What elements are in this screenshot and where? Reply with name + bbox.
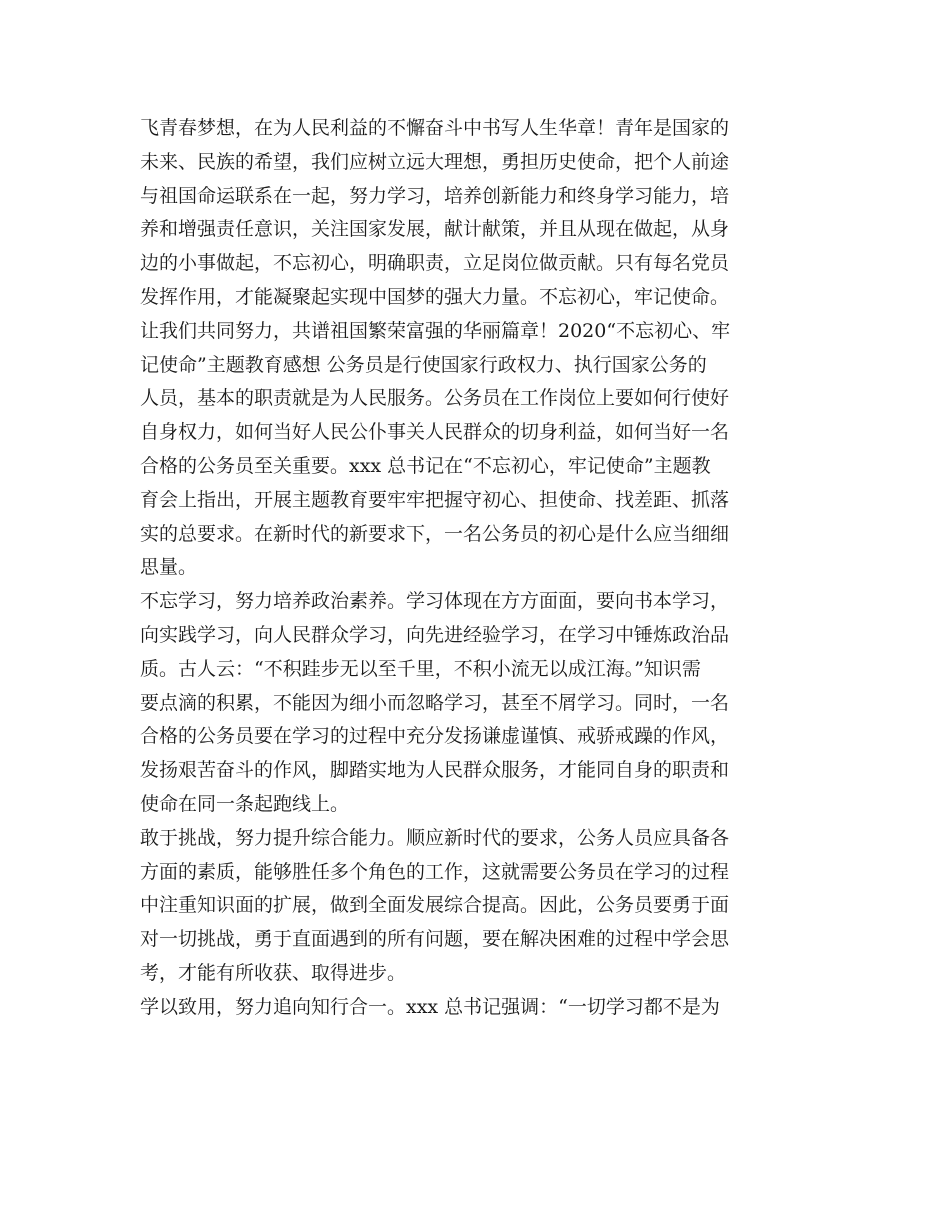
text-line: 让我们共同努力，共谱祖国繁荣富强的华丽篇章！2020“不忘初心、牢 — [140, 319, 731, 342]
text-line: 方面的素质，能够胜任多个角色的工作，这就需要公务员在学习的过程 — [140, 860, 730, 883]
text-line: 中注重知识面的扩展，做到全面发展综合提高。因此，公务员要勇于面 — [140, 894, 730, 917]
text-line: 飞青春梦想，在为人民利益的不懈奋斗中书写人生华章！青年是国家的 — [140, 117, 730, 139]
text-line: 合格的公务员至关重要。xxx 总书记在“不忘初心，牢记使命”主题教 — [140, 454, 711, 477]
text-line: 对一切挑战，勇于直面遇到的所有问题，要在解决困难的过程中学会思 — [140, 928, 730, 951]
text-line: 敢于挑战，努力提升综合能力。顺应新时代的要求，公务人员应具备各 — [140, 826, 730, 849]
text-line: 发扬艰苦奋斗的作风，脚踏实地为人民群众服务，才能同自身的职责和 — [140, 759, 730, 782]
text-line: 未来、民族的希望，我们应树立远大理想，勇担历史使命，把个人前途 — [140, 150, 730, 173]
text-line: 记使命”主题教育感想 公务员是行使国家行政权力、执行国家公务的 — [140, 353, 707, 376]
text-line: 使命在同一条起跑线上。 — [140, 792, 350, 815]
text-line: 要点滴的积累，不能因为细小而忽略学习，甚至不屑学习。同时，一名 — [140, 691, 730, 714]
text-line: 自身权力，如何当好人民公仆事关人民群众的切身利益，如何当好一名 — [140, 421, 730, 444]
document-body — [140, 112, 820, 1025]
text-line: 发挥作用，才能凝聚起实现中国梦的强大力量。不忘初心，牢记使命。 — [140, 285, 730, 308]
text-line: 养和增强责任意识，关注国家发展，献计献策，并且从现在做起，从身 — [140, 218, 730, 241]
text-line: 合格的公务员要在学习的过程中充分发扬谦虚谨慎、戒骄戒躁的作风， — [140, 725, 730, 748]
text-line: 育会上指出，开展主题教育要牢牢把握守初心、担使命、找差距、抓落 — [140, 488, 730, 511]
text-line: 思量。 — [140, 556, 198, 579]
text-line: 与祖国命运联系在一起，努力学习，培养创新能力和终身学习能力，培 — [140, 184, 730, 207]
text-line: 向实践学习，向人民群众学习，向先进经验学习，在学习中锤炼政治品 — [140, 623, 730, 646]
text-line: 边的小事做起，不忘初心，明确职责，立足岗位做贡献。只有每名党员 — [140, 252, 730, 275]
text-line: 质。古人云：“不积跬步无以至千里，不积小流无以成江海。”知识需 — [140, 657, 701, 680]
text-line: 人员，基本的职责就是为人民服务。公务员在工作岗位上要如何行使好 — [140, 387, 730, 410]
text-line: 考，才能有所收获、取得进步。 — [140, 961, 407, 984]
text-line: 不忘学习，努力培养政治素养。学习体现在方方面面，要向书本学习， — [140, 590, 730, 613]
text-line: 学以致用，努力追向知行合一。xxx 总书记强调：“一切学习都不是为 — [140, 995, 720, 1018]
text-line: 实的总要求。在新时代的新要求下，一名公务员的初心是什么应当细细 — [140, 522, 730, 545]
